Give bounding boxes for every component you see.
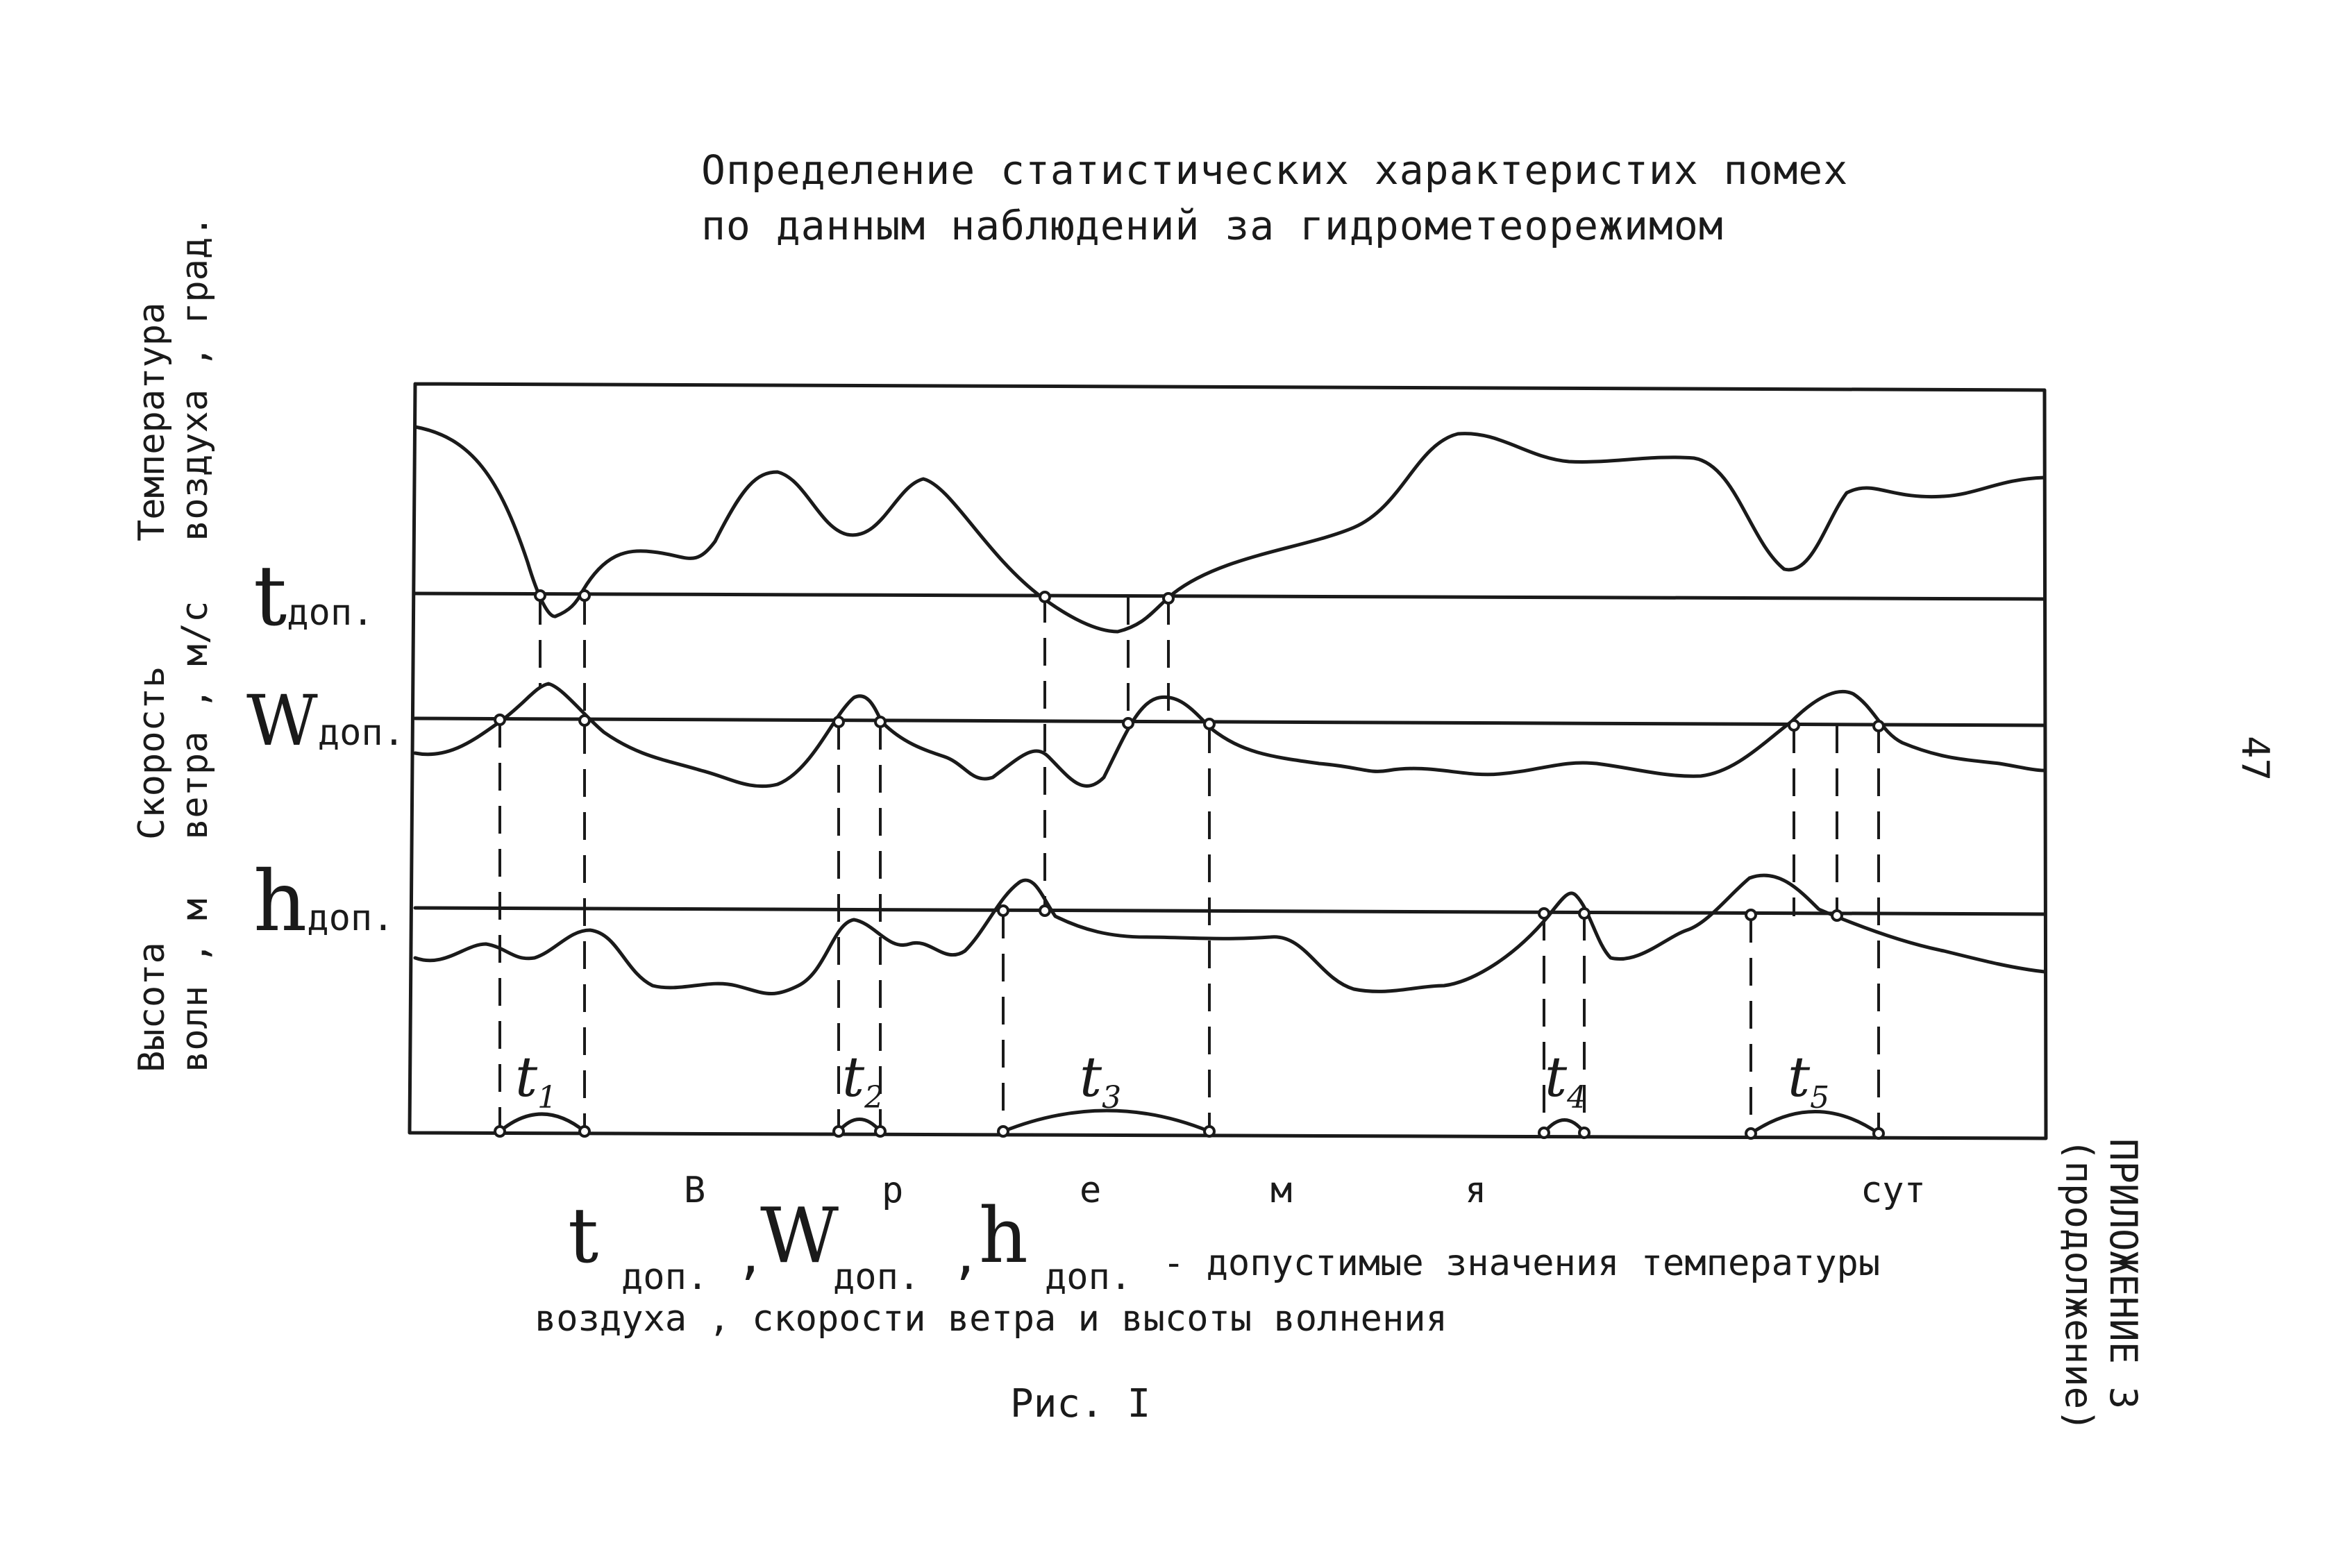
- t-threshold-line: [415, 593, 2045, 599]
- intersection-point: [1040, 906, 1050, 916]
- h-threshold-label: hдоп.: [253, 854, 394, 950]
- title-line-2: по данным наблюдений за гидрометеорежимом: [701, 202, 1724, 249]
- interval-label-t1: $t_1$: [515, 1045, 557, 1115]
- interval-arc-t1: [500, 1114, 585, 1131]
- wind-curve: [415, 684, 2045, 786]
- h-threshold-line: [415, 908, 2045, 914]
- wave-axis-label: Высота волн , м: [131, 898, 216, 1072]
- wind-axis-label: Скорость ветра , м/с: [131, 600, 216, 840]
- temperature-curve: [415, 427, 2045, 632]
- page-number: 47: [2233, 736, 2277, 782]
- intersection-point: [998, 906, 1008, 916]
- intersection-point: [1832, 911, 1842, 920]
- interval-arc-t2: [839, 1120, 880, 1132]
- time-unit-label: сут: [1861, 1170, 1926, 1211]
- interval-label-t2: $t_2$: [842, 1045, 884, 1115]
- intersection-point: [1164, 593, 1173, 603]
- t-threshold-label: tдоп.: [253, 548, 374, 645]
- intersection-point: [875, 717, 885, 727]
- interval-label-t4: $t_4$: [1545, 1045, 1587, 1115]
- w-threshold-label: Wдоп.: [246, 680, 405, 761]
- intersection-point: [1205, 719, 1214, 729]
- intersection-point: [1040, 592, 1050, 602]
- intersection-point: [1746, 910, 1756, 920]
- axis-point: [580, 1127, 589, 1136]
- axis-point: [998, 1127, 1008, 1136]
- intersection-point: [1789, 720, 1799, 730]
- time-letter: р: [882, 1170, 904, 1211]
- interval-label-t3: $t_3$: [1080, 1045, 1122, 1115]
- axis-point: [1205, 1127, 1214, 1136]
- wave-curve: [415, 875, 2045, 994]
- intersection-point: [495, 715, 505, 725]
- time-letter: я: [1465, 1170, 1487, 1211]
- intersection-point: [535, 591, 545, 600]
- intersection-point: [1579, 909, 1589, 918]
- intersection-point: [1123, 718, 1133, 728]
- axis-point: [1874, 1129, 1883, 1138]
- axis-point: [834, 1127, 844, 1136]
- intersection-point: [834, 717, 844, 727]
- intersection-point: [1874, 721, 1883, 731]
- w-threshold-line: [415, 718, 2045, 725]
- axis-point: [1539, 1128, 1549, 1138]
- axis-point: [1579, 1128, 1589, 1138]
- intersection-point: [580, 591, 589, 600]
- axis-point: [495, 1127, 505, 1136]
- time-letter: е: [1080, 1170, 1102, 1211]
- axis-point: [1746, 1129, 1756, 1138]
- temperature-axis-label: Температура воздуха , град.: [131, 215, 216, 541]
- time-letter: В: [684, 1170, 706, 1211]
- intersection-point: [1539, 909, 1549, 918]
- axis-point: [875, 1127, 885, 1136]
- appendix-label: ПРИЛОЖЕНИЕ 3 (продолжение): [2057, 1138, 2145, 1432]
- title-line-1: Определение статистических характеристих помех: [701, 146, 1849, 194]
- intersection-point: [580, 716, 589, 725]
- frame-border: [410, 384, 2046, 1138]
- interval-label-t5: $t_5$: [1788, 1045, 1830, 1115]
- figure-caption: Рис. I: [1010, 1381, 1151, 1426]
- interval-arc-t4: [1544, 1120, 1584, 1133]
- time-letter: м: [1270, 1170, 1293, 1211]
